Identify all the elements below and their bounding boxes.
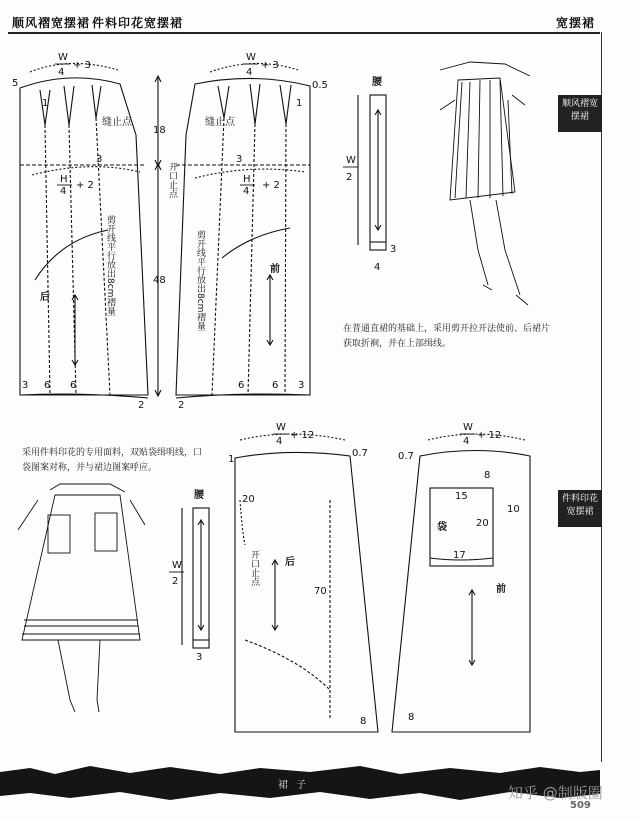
pleated-skirt-illustration xyxy=(440,62,530,305)
bb-w-div: 4 xyxy=(276,436,283,447)
tb-raise: 5 xyxy=(12,78,19,89)
twb-w-div: 2 xyxy=(346,172,353,183)
tb-hem-1: 6 xyxy=(44,380,51,391)
top-back-panel xyxy=(20,63,148,398)
bottom-front-panel xyxy=(392,434,530,732)
section-tab-pleated: 顺风褶宽摆裙 xyxy=(558,95,602,132)
tb-h-add: + 2 xyxy=(76,180,94,191)
tf-name: 前 xyxy=(270,264,280,275)
tf-stitch-mark: 3 xyxy=(236,154,243,165)
header-left-title: 顺风褶宽摆裙 xyxy=(12,16,91,30)
bf-pocket-h: 20 xyxy=(476,518,489,529)
twb-end: 3 xyxy=(390,244,397,255)
tf-slash-note: 剪开线平行放出8cm褶量 xyxy=(195,230,205,331)
bf-pocket-bottom: 17 xyxy=(453,550,466,561)
caption-bottom: 采用件料印花的专用面料，双贴袋缉明线，口袋图案对称，并与裙边图案呼应。 xyxy=(22,448,203,473)
tf-hem-ext: 2 xyxy=(178,400,185,411)
tb-hem-ext: 2 xyxy=(138,400,145,411)
caption-top: 在普通直裙的基础上，采用剪开拉开法使前、后裙片获取折裥，并在上部缉线。 xyxy=(343,324,551,349)
tb-stitch-note: 缝止点 xyxy=(102,117,132,128)
twb-width: 4 xyxy=(374,262,381,273)
tf-stitch-note: 缝止点 xyxy=(205,117,235,128)
tf-w: W xyxy=(246,52,256,63)
header-mid-title: 件料印花宽摆裙 xyxy=(92,16,184,30)
tf-hem-1: 6 xyxy=(272,380,279,391)
tf-raise: 0.5 xyxy=(312,80,328,91)
tf-hem-2: 3 xyxy=(298,380,305,391)
twb-w: W xyxy=(346,155,356,166)
bwb-w-div: 2 xyxy=(172,576,179,587)
tb-h: H xyxy=(60,174,68,185)
top-front-panel xyxy=(155,63,310,398)
tf-length: 48 xyxy=(153,275,166,286)
tb-h-div: 4 xyxy=(60,186,67,197)
twb-name: 腰 xyxy=(372,77,382,88)
bf-pocket-top: 8 xyxy=(484,470,491,481)
bb-w: W xyxy=(276,422,286,433)
bwb-w: W xyxy=(172,560,182,571)
section-tab-print: 件料印花宽摆裙 xyxy=(558,490,602,527)
bf-pocket-w: 15 xyxy=(455,491,468,502)
tf-h-add: + 2 xyxy=(262,180,280,191)
tb-w-add: + 3 xyxy=(73,60,91,71)
bf-pocket-name: 袋 xyxy=(437,522,447,533)
tf-dart: 1 xyxy=(296,98,303,109)
tb-hem-2: 6 xyxy=(70,380,77,391)
page-number: 509 xyxy=(570,800,591,811)
top-waistband xyxy=(358,95,386,250)
bb-raise: 0.7 xyxy=(352,448,368,459)
tb-stitch-mark: 3 xyxy=(96,154,103,165)
bf-w: W xyxy=(463,422,473,433)
bottom-waistband xyxy=(182,508,209,648)
bb-upper: 20 xyxy=(242,494,255,505)
footer-text: 裙子 xyxy=(278,780,314,791)
tb-hem-0: 3 xyxy=(22,380,29,391)
bwb-name: 腰 xyxy=(194,490,204,501)
tb-w: W xyxy=(58,52,68,63)
tb-name: 后 xyxy=(40,292,50,303)
bf-raise: 0.7 xyxy=(398,451,414,462)
tf-w-add: + 3 xyxy=(261,60,279,71)
bb-opening: 开口止点 xyxy=(249,550,259,586)
bb-length: 70 xyxy=(314,586,327,597)
watermark: 知乎 @制版圈 xyxy=(508,784,603,802)
bwb-end: 3 xyxy=(196,652,203,663)
tf-h: H xyxy=(243,174,251,185)
bf-hem: 8 xyxy=(408,712,415,723)
header-right-title: 宽摆裙 xyxy=(556,16,596,30)
bf-w-div: 4 xyxy=(463,436,470,447)
tf-opening: 开口止点 xyxy=(167,162,177,198)
tf-h-div: 4 xyxy=(243,186,250,197)
bb-start: 1 xyxy=(228,454,235,465)
tb-dart: 1 xyxy=(42,98,49,109)
bf-side: 10 xyxy=(507,504,520,515)
tf-w-div: 4 xyxy=(246,67,253,78)
tb-slash-note: 剪开线平行放出8cm褶量 xyxy=(105,215,115,316)
tb-w-div: 4 xyxy=(58,67,65,78)
tf-hem-0: 6 xyxy=(238,380,245,391)
bb-w-add: + 12 xyxy=(290,430,315,441)
bf-name: 前 xyxy=(496,584,506,595)
bf-w-add: + 12 xyxy=(477,430,502,441)
bb-hem: 8 xyxy=(360,716,367,727)
tf-hip-depth: 18 xyxy=(153,125,166,136)
bb-name: 后 xyxy=(285,557,295,568)
print-skirt-illustration xyxy=(18,484,145,712)
